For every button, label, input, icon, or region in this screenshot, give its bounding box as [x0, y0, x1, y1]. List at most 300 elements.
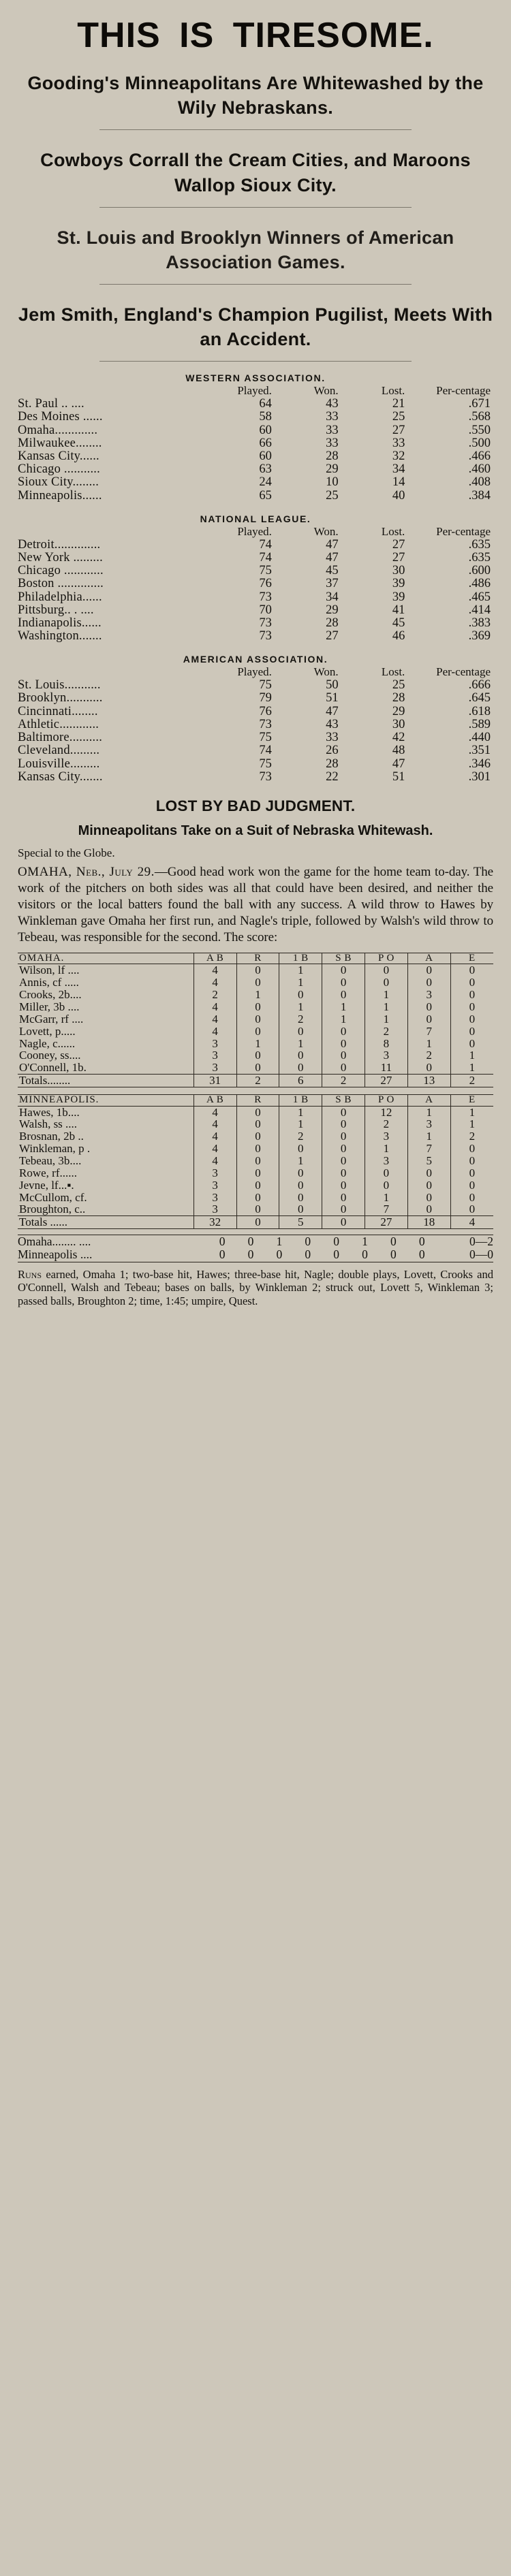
pct: .460	[468, 462, 491, 477]
standings-title-american: AMERICAN ASSOCIATION.	[183, 654, 328, 665]
table-row	[18, 617, 493, 630]
inning-3: 1	[276, 1235, 283, 1249]
team-name: Brooklyn...........	[18, 691, 103, 705]
total-ab: 32	[193, 1216, 236, 1229]
total-sb: 2	[322, 1075, 365, 1087]
stat-sb: 1	[322, 1001, 365, 1013]
pct: .500	[468, 436, 491, 450]
stat-ab: 4	[193, 1001, 236, 1013]
played: 75	[259, 564, 272, 578]
headline-deck-2: Cowboys Corrall the Cream Cities, and Maroons Wallop Sioux City.	[40, 150, 471, 195]
col-lost: Lost.	[381, 384, 405, 398]
table-row	[18, 705, 493, 718]
total-e: 4	[450, 1216, 493, 1229]
stat-1b: 0	[279, 1062, 322, 1074]
table-row	[18, 731, 493, 744]
col-played: Played.	[237, 665, 272, 679]
stat-a: 7	[407, 1143, 450, 1155]
stat-po: 1	[365, 1143, 408, 1155]
stat-po: 8	[365, 1038, 408, 1050]
pct: .600	[468, 564, 491, 578]
total-a: 18	[407, 1216, 450, 1229]
stat-ab: 2	[193, 989, 236, 1001]
played: 24	[259, 475, 272, 490]
col-1b: 1 B	[279, 1094, 322, 1106]
story-lead-paragraph	[18, 864, 493, 946]
lost: 27	[392, 537, 405, 552]
stat-e: 0	[450, 1155, 493, 1167]
game-notes	[18, 1268, 493, 1307]
col-sb: S B	[322, 1094, 365, 1106]
stat-r: 0	[236, 976, 279, 989]
table-row	[18, 679, 493, 692]
stat-a: 2	[407, 1049, 450, 1062]
played: 73	[259, 717, 272, 731]
boxscore-omaha	[18, 953, 493, 1087]
story-headline: LOST BY BAD JUDGMENT.	[155, 797, 356, 815]
player-name: Broughton, c..	[19, 1203, 86, 1216]
table-row	[18, 1038, 493, 1050]
lost: 39	[392, 590, 405, 604]
stat-sb: 0	[322, 1025, 365, 1038]
pct: .568	[468, 410, 491, 424]
stat-sb: 0	[322, 1038, 365, 1050]
player-name: Tebeau, 3b....	[19, 1154, 82, 1168]
stat-1b: 0	[279, 1049, 322, 1062]
stat-po: 1	[365, 989, 408, 1001]
stat-1b: 1	[279, 1106, 322, 1118]
played: 76	[259, 577, 272, 591]
inning-6: 0	[362, 1247, 368, 1262]
table-row	[18, 476, 493, 489]
stat-po: 0	[365, 1179, 408, 1192]
table-row	[18, 1118, 493, 1130]
table-row	[18, 976, 493, 989]
score-intro: The score:	[223, 929, 278, 944]
stat-po: 3	[365, 1049, 408, 1062]
lost: 45	[392, 616, 405, 630]
spacer-cell	[18, 666, 217, 679]
inning-1: 0	[219, 1247, 226, 1262]
team-name: Milwaukee........	[18, 436, 102, 450]
inning-2: 0	[247, 1235, 254, 1249]
stat-ab: 4	[193, 1013, 236, 1025]
team-name: Kansas City.......	[18, 769, 103, 784]
stat-1b: 1	[279, 1118, 322, 1130]
stat-ab: 3	[193, 1192, 236, 1204]
stat-ab: 4	[193, 1118, 236, 1130]
linescore-row	[18, 1248, 493, 1262]
stat-a: 0	[407, 976, 450, 989]
stat-a: 0	[407, 1192, 450, 1204]
stat-e: 0	[450, 1025, 493, 1038]
table-header-row	[18, 526, 493, 539]
stat-a: 0	[407, 1001, 450, 1013]
stat-a: 0	[407, 1203, 450, 1215]
table-row	[18, 692, 493, 705]
lost: 27	[392, 423, 405, 437]
stat-ab: 4	[193, 1143, 236, 1155]
pct: .465	[468, 590, 491, 604]
table-header-row	[18, 666, 493, 679]
won: 45	[326, 564, 339, 578]
stat-po: 1	[365, 1013, 408, 1025]
team-name: Philadelphia......	[18, 590, 102, 604]
lost: 25	[392, 410, 405, 424]
stat-sb: 0	[322, 1062, 365, 1074]
table-row	[18, 591, 493, 604]
headline-deck-3: St. Louis and Brooklyn Winners of American Association Games.	[57, 227, 454, 272]
stat-e: 0	[450, 1179, 493, 1192]
pct: .635	[468, 550, 491, 565]
stat-1b: 2	[279, 1013, 322, 1025]
total-1b: 6	[279, 1075, 322, 1087]
table-row	[18, 437, 493, 450]
total-po: 27	[365, 1216, 408, 1229]
pct: .440	[468, 731, 491, 745]
inning-4: 0	[305, 1235, 311, 1249]
played: 79	[259, 691, 272, 705]
col-r: R	[236, 953, 279, 964]
won: 28	[326, 616, 339, 630]
won: 33	[326, 410, 339, 424]
won: 28	[326, 757, 339, 771]
played: 60	[259, 449, 272, 463]
stat-1b: 0	[279, 989, 322, 1001]
stat-a: 7	[407, 1025, 450, 1038]
played: 75	[259, 678, 272, 693]
pct: .645	[468, 691, 491, 705]
totals-label: Totals........	[18, 1075, 193, 1087]
stat-a: 1	[407, 1130, 450, 1143]
divider	[99, 207, 412, 208]
table-row	[18, 1179, 493, 1192]
total-r: 2	[236, 1075, 279, 1087]
stat-1b: 0	[279, 1025, 322, 1038]
stat-sb: 0	[322, 1155, 365, 1167]
lost: 46	[392, 629, 405, 643]
standings-title-national: NATIONAL LEAGUE.	[200, 513, 311, 524]
stat-sb: 0	[322, 1143, 365, 1155]
col-1b: 1 B	[279, 953, 322, 964]
pct: .351	[468, 744, 491, 758]
table-row	[18, 1106, 493, 1118]
stat-sb: 0	[322, 1203, 365, 1215]
table-row	[18, 1167, 493, 1179]
stat-r: 0	[236, 1062, 279, 1074]
lost: 14	[392, 475, 405, 490]
stat-1b: 0	[279, 1167, 322, 1179]
played: 64	[259, 397, 272, 411]
pct: .383	[468, 616, 491, 630]
stat-r: 0	[236, 1143, 279, 1155]
col-e: E	[450, 953, 493, 964]
col-r: R	[236, 1094, 279, 1106]
total-a: 13	[407, 1075, 450, 1087]
team-name: Omaha.............	[18, 423, 98, 437]
team-name: Athletic............	[18, 717, 99, 731]
table-row	[18, 450, 493, 463]
stat-e: 0	[450, 1038, 493, 1050]
stat-po: 11	[365, 1062, 408, 1074]
stat-sb: 1	[322, 1013, 365, 1025]
col-a: A	[407, 1094, 450, 1106]
totals-row	[18, 1216, 493, 1229]
stat-ab: 4	[193, 976, 236, 989]
team-name: Chicago ............	[18, 564, 104, 578]
stat-r: 0	[236, 1192, 279, 1204]
inning-5: 0	[333, 1247, 339, 1262]
total-sb: 0	[322, 1216, 365, 1229]
col-pct: Per-centage	[436, 665, 491, 679]
stat-e: 2	[450, 1130, 493, 1143]
stat-e: 0	[450, 1192, 493, 1204]
stat-a: 0	[407, 964, 450, 976]
team-name: New York .........	[18, 550, 103, 565]
player-name: Walsh, ss ....	[19, 1117, 78, 1131]
stat-a: 0	[407, 1167, 450, 1179]
won: 37	[326, 577, 339, 591]
played: 74	[259, 537, 272, 552]
pct: .635	[468, 537, 491, 552]
player-name: Wilson, lf ....	[19, 964, 80, 977]
dateline: OMAHA, Neb., July 29.	[18, 865, 155, 880]
col-played: Played.	[237, 524, 272, 538]
table-row	[18, 1130, 493, 1143]
won: 10	[326, 475, 339, 490]
played: 65	[259, 488, 272, 503]
final-score: 0—2	[469, 1235, 493, 1249]
stat-po: 7	[365, 1203, 408, 1215]
col-po: P O	[365, 953, 408, 964]
stat-r: 1	[236, 989, 279, 1001]
stat-sb: 0	[322, 989, 365, 1001]
table-row	[18, 1192, 493, 1204]
table-row	[18, 744, 493, 757]
pct: .346	[468, 757, 491, 771]
table-row	[18, 1025, 493, 1038]
stat-1b: 1	[279, 976, 322, 989]
boxscore-team-name: OMAHA.	[18, 953, 193, 964]
stat-1b: 2	[279, 1130, 322, 1143]
player-name: Lovett, p.....	[19, 1024, 76, 1038]
inning-4: 0	[305, 1247, 311, 1262]
table-header-row	[18, 385, 493, 398]
notes-text: earned, Omaha 1; two-base hit, Hawes; three-base hit, Nagle; double plays, Lovett, Crooks and O'Connell, Walsh and Tebeau; bases on balls, by Winkleman 2; struck out, Lovett 5, Winkleman 3; passed balls, Broughton 2; time, 1:45; umpire, Quest.	[18, 1267, 494, 1307]
stat-r: 0	[236, 1013, 279, 1025]
stat-sb: 0	[322, 1130, 365, 1143]
boxscore-team-name: MINNEAPOLIS.	[18, 1094, 193, 1106]
stat-sb: 0	[322, 964, 365, 976]
table-row	[18, 577, 493, 590]
won: 26	[326, 744, 339, 758]
pct: .550	[468, 423, 491, 437]
lost: 29	[392, 704, 405, 718]
stat-ab: 4	[193, 1130, 236, 1143]
stat-r: 0	[236, 1049, 279, 1062]
table-header-row	[18, 953, 493, 964]
played: 60	[259, 423, 272, 437]
player-name: McGarr, rf ....	[19, 1012, 84, 1025]
table-row	[18, 411, 493, 424]
stat-r: 0	[236, 964, 279, 976]
won: 33	[326, 423, 339, 437]
col-a: A	[407, 953, 450, 964]
table-row	[18, 1203, 493, 1215]
headline-deck-1: Gooding's Minneapolitans Are Whitewashed by the Wily Nebraskans.	[27, 73, 484, 118]
table-row	[18, 1049, 493, 1062]
stat-sb: 0	[322, 1179, 365, 1192]
stat-1b: 1	[279, 1001, 322, 1013]
table-row	[18, 630, 493, 643]
totals-label: Totals ......	[18, 1216, 193, 1229]
stat-e: 0	[450, 976, 493, 989]
lost: 28	[392, 691, 405, 705]
stat-ab: 3	[193, 1203, 236, 1215]
lost: 33	[392, 436, 405, 450]
lost: 25	[392, 678, 405, 693]
pct: .414	[468, 603, 491, 617]
stat-po: 1	[365, 1192, 408, 1204]
col-pct: Per-centage	[436, 524, 491, 538]
col-lost: Lost.	[381, 665, 405, 679]
inning-8: 0	[418, 1247, 425, 1262]
stat-1b: 1	[279, 1155, 322, 1167]
played: 74	[259, 550, 272, 565]
team-name: St. Louis...........	[18, 678, 101, 693]
lost: 30	[392, 717, 405, 731]
won: 50	[326, 678, 339, 693]
col-po: P O	[365, 1094, 408, 1106]
table-row	[18, 1001, 493, 1013]
stat-sb: 0	[322, 1106, 365, 1118]
stat-po: 0	[365, 976, 408, 989]
team-name: Des Moines ......	[18, 410, 103, 424]
pct: .486	[468, 577, 491, 591]
won: 22	[326, 769, 339, 784]
table-row	[18, 771, 493, 784]
table-header-row	[18, 1094, 493, 1106]
divider	[99, 361, 412, 362]
table-row	[18, 424, 493, 437]
total-1b: 5	[279, 1216, 322, 1229]
stat-r: 0	[236, 1167, 279, 1179]
played: 70	[259, 603, 272, 617]
pct: .408	[468, 475, 491, 490]
stat-po: 2	[365, 1118, 408, 1130]
stat-ab: 3	[193, 1167, 236, 1179]
stat-1b: 0	[279, 1143, 322, 1155]
boxscore-minneapolis	[18, 1094, 493, 1229]
stat-e: 0	[450, 1143, 493, 1155]
won: 28	[326, 449, 339, 463]
stat-ab: 3	[193, 1038, 236, 1050]
spacer-cell	[18, 385, 217, 398]
inning-7: 0	[390, 1235, 397, 1249]
stat-1b: 0	[279, 1192, 322, 1204]
player-name: Rowe, rf......	[19, 1166, 77, 1179]
col-played: Played.	[237, 384, 272, 398]
total-e: 2	[450, 1075, 493, 1087]
inning-3: 0	[276, 1247, 283, 1262]
stat-po: 0	[365, 964, 408, 976]
stat-ab: 4	[193, 964, 236, 976]
team-name: Baltimore..........	[18, 731, 103, 745]
stat-e: 0	[450, 1167, 493, 1179]
pct: .384	[468, 488, 491, 503]
stat-r: 0	[236, 1118, 279, 1130]
story-credit: Special to the Globe.	[18, 846, 115, 860]
stat-e: 1	[450, 1062, 493, 1074]
stat-sb: 0	[322, 1192, 365, 1204]
story-subhead: Minneapolitans Take on a Suit of Nebraska Whitewash.	[78, 823, 433, 839]
stat-ab: 3	[193, 1049, 236, 1062]
stat-a: 5	[407, 1155, 450, 1167]
pct: .618	[468, 704, 491, 718]
stat-e: 0	[450, 1001, 493, 1013]
stat-sb: 0	[322, 976, 365, 989]
played: 58	[259, 410, 272, 424]
table-row	[18, 1062, 493, 1074]
inning-6: 1	[362, 1235, 368, 1249]
table-row	[18, 604, 493, 617]
lost: 48	[392, 744, 405, 758]
linescore-row	[18, 1235, 493, 1249]
team-name: Cleveland.........	[18, 744, 100, 758]
stat-e: 0	[450, 1203, 493, 1215]
pct: .666	[468, 678, 491, 693]
won: 51	[326, 691, 339, 705]
col-won: Won.	[313, 524, 339, 538]
team-name: Minneapolis......	[18, 488, 102, 503]
player-name: O'Connell, 1b.	[19, 1061, 87, 1075]
won: 33	[326, 731, 339, 745]
stat-a: 1	[407, 1038, 450, 1050]
stat-ab: 4	[193, 1106, 236, 1118]
final-score: 0—0	[469, 1247, 493, 1262]
player-name: Jevne, lf...▪.	[19, 1178, 74, 1192]
total-po: 27	[365, 1075, 408, 1087]
played: 66	[259, 436, 272, 450]
lost: 32	[392, 449, 405, 463]
won: 27	[326, 629, 339, 643]
team-name: Cincinnati........	[18, 704, 98, 718]
stat-a: 0	[407, 1062, 450, 1074]
player-name: Cooney, ss....	[19, 1049, 81, 1062]
won: 47	[326, 537, 339, 552]
player-name: Winkleman, p .	[19, 1142, 91, 1156]
table-row	[18, 490, 493, 503]
team-name: Pittsburg.. . ....	[18, 603, 94, 617]
lost: 30	[392, 564, 405, 578]
team-name: St. Paul .. ....	[18, 397, 84, 411]
won: 43	[326, 397, 339, 411]
stat-e: 0	[450, 989, 493, 1001]
standings-table-national	[18, 526, 493, 643]
table-row	[18, 964, 493, 976]
table-row	[18, 1143, 493, 1155]
col-won: Won.	[313, 384, 339, 398]
lost: 41	[392, 603, 405, 617]
stat-a: 0	[407, 1179, 450, 1192]
team-name: Detroit..............	[18, 537, 101, 552]
total-r: 0	[236, 1216, 279, 1229]
stat-ab: 3	[193, 1062, 236, 1074]
stat-e: 0	[450, 1013, 493, 1025]
stat-e: 0	[450, 964, 493, 976]
team-name: Indianapolis......	[18, 616, 102, 630]
col-sb: S B	[322, 953, 365, 964]
